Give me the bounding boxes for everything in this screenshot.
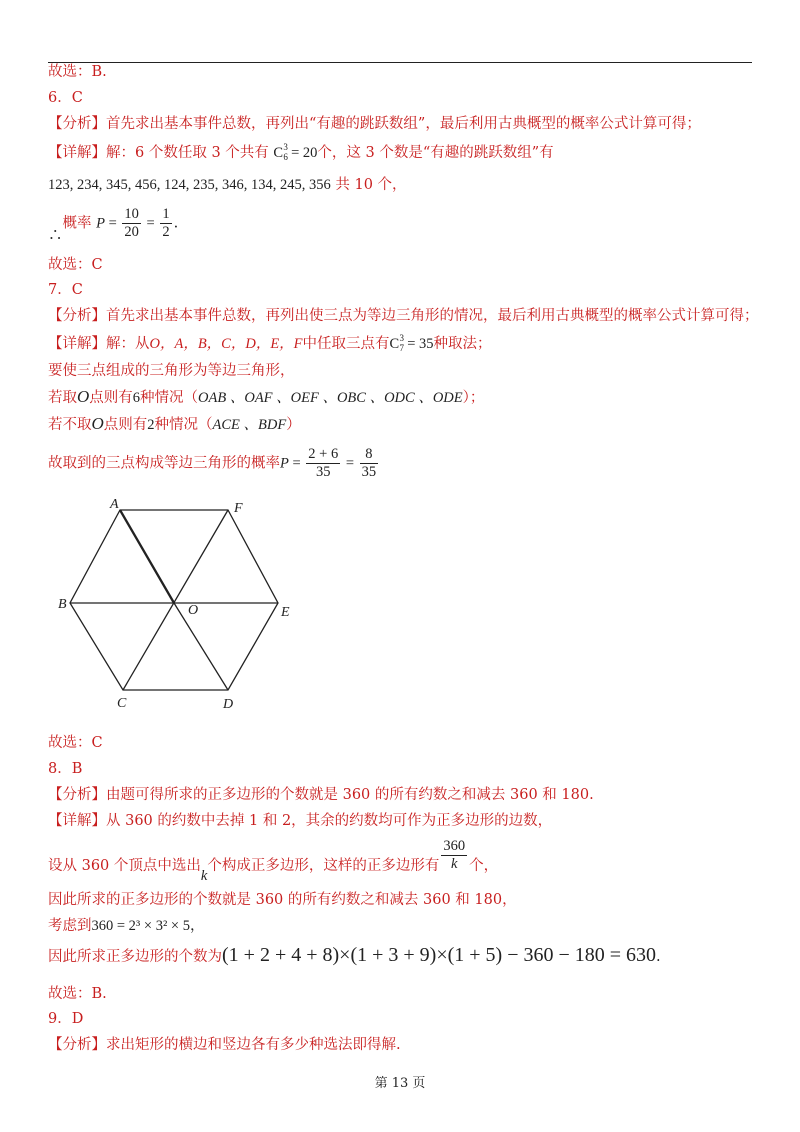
hexagon-figure xyxy=(58,498,298,714)
q6-probability: ∴概率 P = $\frac{10}{20}$ = $\frac{1}{2}$ . xyxy=(48,206,179,244)
label-d: D xyxy=(223,697,234,712)
prob-var: P xyxy=(96,215,105,232)
combination-expr: C 3 7 xyxy=(389,333,405,353)
combination-value: = 35 xyxy=(407,336,434,352)
prob-label: 概率 xyxy=(62,215,92,232)
label-e: E xyxy=(281,605,290,620)
top-rule xyxy=(48,62,752,63)
label-b: B xyxy=(58,597,67,612)
analysis-text: 求出矩形的横边和竖边各有多少种选法即得解. xyxy=(106,1037,401,1053)
label-f: F xyxy=(234,501,243,516)
therefore-symbol: ∴ xyxy=(48,227,63,244)
analysis-text: 由题可得所求的正多边形的个数就是 360 的所有约数之和减去 360 和 180. xyxy=(106,787,594,803)
analysis-text: 首先求出基本事件总数，再列出使三点为等边三角形的情况，最后利用古典概型的概率公式计算可得； xyxy=(106,308,759,324)
q7-analysis xyxy=(48,306,759,326)
q6-detail xyxy=(48,143,554,163)
q8-number: 8．B xyxy=(48,761,83,777)
detail-tag: 【详解】 xyxy=(48,336,106,352)
point-o: O xyxy=(77,387,90,406)
triangle-cases: OAB 、OAF 、OEF 、OBC 、ODC 、ODE xyxy=(198,390,463,406)
detail-tag: 【详解】 xyxy=(48,145,106,161)
detail-text: 从 360 的约数中去掉 1 和 2，其余的约数均可作为正多边形的边数， xyxy=(106,813,553,829)
q7-line5: 故取到的三点构成等边三角形的概率P = $\frac{2 + 6}{35}$ = $\frac{8}{35}$ xyxy=(48,446,377,480)
q8-analysis xyxy=(48,785,594,805)
q7-line4: 若不取O点则有2种情况（ACE 、BDF） xyxy=(48,414,301,433)
q9-number: 9．D xyxy=(48,1011,84,1027)
point-list: O，A，B，C，D，E，F xyxy=(149,336,303,352)
segment-fc xyxy=(123,510,228,690)
q6-list xyxy=(48,175,407,195)
combination-expr: C 3 6 xyxy=(273,142,288,162)
q9-analysis xyxy=(48,1035,401,1055)
var-k: k xyxy=(200,867,208,884)
point-o: O xyxy=(91,414,104,433)
q8-line4: 考虑到360 = 2³ × 3² × 5， xyxy=(48,918,205,934)
segment-od xyxy=(174,603,228,690)
fraction-1-2: $\frac{1}{2}$ xyxy=(162,206,170,240)
detail-text: 解：6 个数任取 3 个共有 xyxy=(106,145,269,161)
q7-line2: 要使三点组成的三角形为等边三角形， xyxy=(48,363,295,379)
fraction-360-k: $\frac{360}{k}$ xyxy=(443,838,466,872)
factorization: 360 = 2³ × 3² × 5 xyxy=(91,918,190,934)
analysis-tag: 【分析】 xyxy=(48,1037,106,1053)
detail-tag: 【详解】 xyxy=(48,813,106,829)
prob-var: P xyxy=(280,455,289,472)
q7-number: 7．C xyxy=(48,282,83,298)
analysis-tag: 【分析】 xyxy=(48,308,106,324)
prev-answer: 故选：B. xyxy=(48,64,107,80)
q8-line3: 因此所求的正多边形的个数就是 360 的所有约数之和减去 360 和 180， xyxy=(48,892,517,908)
fraction-2plus6-35: $\frac{2 + 6}{35}$ xyxy=(308,446,339,480)
jump-array-list: 123, 234, 345, 456, 124, 235, 346, 134, 245, 356 xyxy=(48,177,331,193)
analysis-tag: 【分析】 xyxy=(48,787,106,803)
label-c: C xyxy=(117,696,127,711)
count-expression: (1 + 2 + 4 + 8)×(1 + 3 + 9)×(1 + 5) − 360 − 180 = 630 xyxy=(222,944,657,966)
analysis-tag: 【分析】 xyxy=(48,116,106,132)
q8-line2: 设从 360 个顶点中选出k个构成正多边形，这样的正多边形有 $\frac{360}{k}$ 个， xyxy=(48,838,499,884)
combination-value: = 20 xyxy=(291,145,318,161)
detail-text: 解：从 xyxy=(106,336,150,352)
segment-ao xyxy=(120,510,174,603)
q8-line5: 因此所求正多边形的个数为(1 + 2 + 4 + 8)×(1 + 3 + 9)×(1 + 5) − 360 − 180 = 630. xyxy=(48,944,661,966)
fraction-8-35: $\frac{8}{35}$ xyxy=(361,446,377,480)
detail-text-2: 中任取三点有 xyxy=(302,336,390,352)
q8-answer: 故选：B. xyxy=(48,986,107,1002)
q6-answer: 故选：C xyxy=(48,257,103,273)
q8-detail xyxy=(48,811,552,831)
detail-text-2: 个，这 3 个数是“有趣的跳跃数组”有 xyxy=(317,145,554,161)
q6-analysis xyxy=(48,114,701,134)
q7-line3: 若取O点则有6种情况（OAB 、OAF 、OEF 、OBC 、ODC 、ODE）； xyxy=(48,387,485,406)
analysis-text: 首先求出基本事件总数，再列出“有趣的跳跃数组”，最后利用古典概型的概率公式计算可得； xyxy=(106,116,701,132)
detail-text-3: 种取法； xyxy=(433,336,492,352)
q6-number: 6．C xyxy=(48,90,83,106)
label-o: O xyxy=(188,603,199,618)
label-a: A xyxy=(110,498,119,512)
q7-answer: 故选：C xyxy=(48,735,103,751)
triangle-cases: ACE 、BDF xyxy=(212,417,287,433)
q7-detail xyxy=(48,334,492,354)
page-number: 第 13 页 xyxy=(374,1076,426,1091)
fraction-10-20: $\frac{10}{20}$ xyxy=(124,206,139,240)
list-tail: 共 10 个， xyxy=(335,177,407,193)
hexagon-outline xyxy=(70,510,278,690)
